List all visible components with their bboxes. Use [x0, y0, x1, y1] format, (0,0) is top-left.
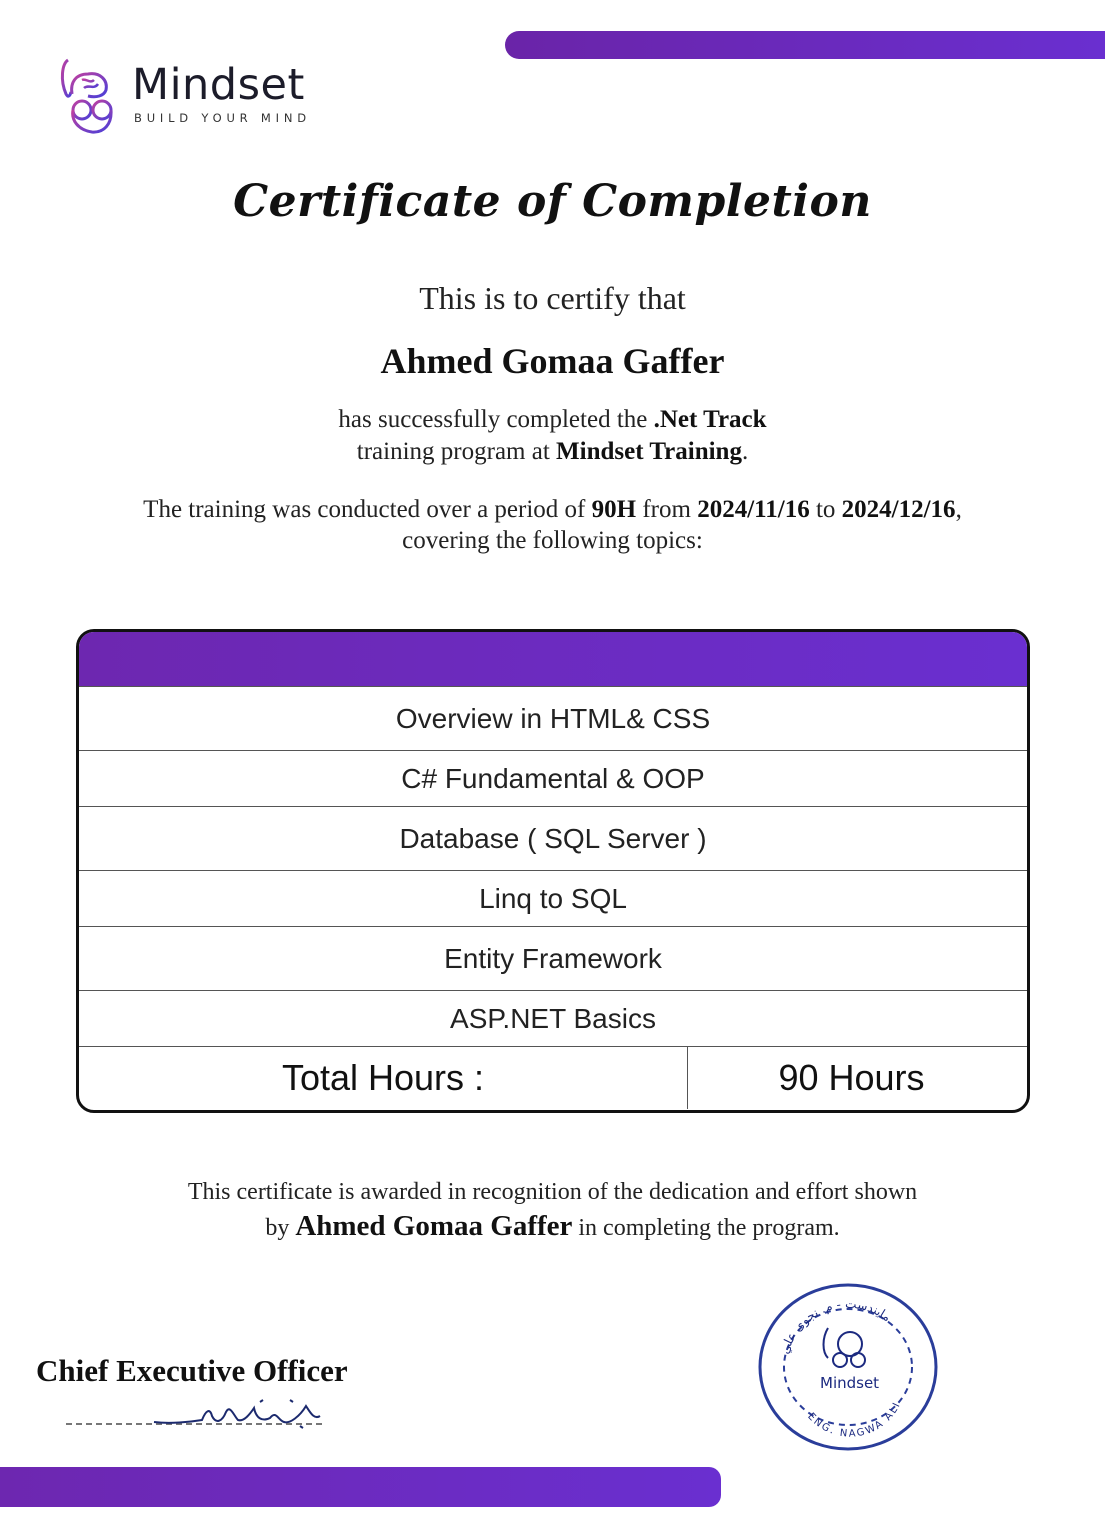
- award-statement: [0, 1175, 1105, 1245]
- award-line1: This certificate is awarded in recognition of the dedication and effort shown: [187, 1179, 918, 1205]
- brand-name: Mindset: [132, 60, 305, 110]
- completion-description: [0, 404, 1105, 468]
- topic-label: ASP.NET Basics: [450, 1003, 656, 1034]
- table-row: [79, 750, 1027, 807]
- stamp-arabic-text: مايندست - م. نجوى علي: [777, 1296, 894, 1356]
- topic-label: C# Fundamental & OOP: [401, 763, 705, 794]
- signature-image: [150, 1396, 325, 1432]
- period-prefix: The training was conducted over a period of: [143, 496, 586, 523]
- brand-tagline: BUILD YOUR MIND: [134, 111, 311, 125]
- program-suffix: .: [741, 438, 749, 465]
- to-word: to: [815, 496, 836, 523]
- company-stamp: [756, 1282, 941, 1452]
- start-date: 2024/11/16: [697, 496, 810, 523]
- certify-intro: This is to certify that: [419, 280, 686, 316]
- award-suffix: in completing the program.: [578, 1215, 840, 1241]
- organization-name: Mindset Training: [556, 438, 742, 465]
- recipient-name: Ahmed Gomaa Gaffer: [380, 341, 725, 381]
- certificate-title: Certificate of Completion: [233, 176, 872, 227]
- stamp-brand: Mindset: [820, 1374, 880, 1392]
- track-name: .Net Track: [653, 406, 767, 433]
- award-recipient-name: Ahmed Gomaa Gaffer: [295, 1210, 573, 1242]
- period-suffix: ,: [955, 496, 962, 523]
- brain-glasses-icon: [58, 54, 130, 138]
- table-row: [79, 926, 1027, 991]
- table-row: [79, 686, 1027, 751]
- total-hours-value: 90 Hours: [778, 1057, 925, 1098]
- topic-label: Entity Framework: [444, 943, 662, 974]
- mindset-logo: [58, 54, 348, 138]
- program-prefix: training program at: [356, 438, 550, 465]
- total-hours-row: [79, 1046, 1027, 1111]
- topic-label: Database ( SQL Server ): [399, 823, 707, 854]
- signatory-role: Chief Executive Officer: [36, 1353, 348, 1388]
- duration: 90H: [591, 496, 637, 523]
- topics-table-header: [79, 632, 1027, 686]
- bottom-accent-bar: [0, 1467, 721, 1507]
- total-hours-label: Total Hours :: [79, 1047, 688, 1109]
- top-accent-bar: [505, 31, 1105, 59]
- topics-table: [76, 629, 1030, 1113]
- award-by: by: [265, 1215, 290, 1241]
- training-period: [0, 494, 1105, 556]
- stamp-english-text: ENG. NAGWA ALI: [805, 1399, 904, 1440]
- topic-label: Overview in HTML& CSS: [395, 703, 711, 734]
- covering-text: covering the following topics:: [402, 527, 703, 554]
- table-row: [79, 990, 1027, 1047]
- completed-prefix: has successfully completed the: [338, 406, 648, 433]
- table-row: [79, 870, 1027, 927]
- topic-label: Linq to SQL: [479, 883, 627, 914]
- from-word: from: [642, 496, 691, 523]
- end-date: 2024/12/16: [841, 496, 956, 523]
- table-row: [79, 806, 1027, 871]
